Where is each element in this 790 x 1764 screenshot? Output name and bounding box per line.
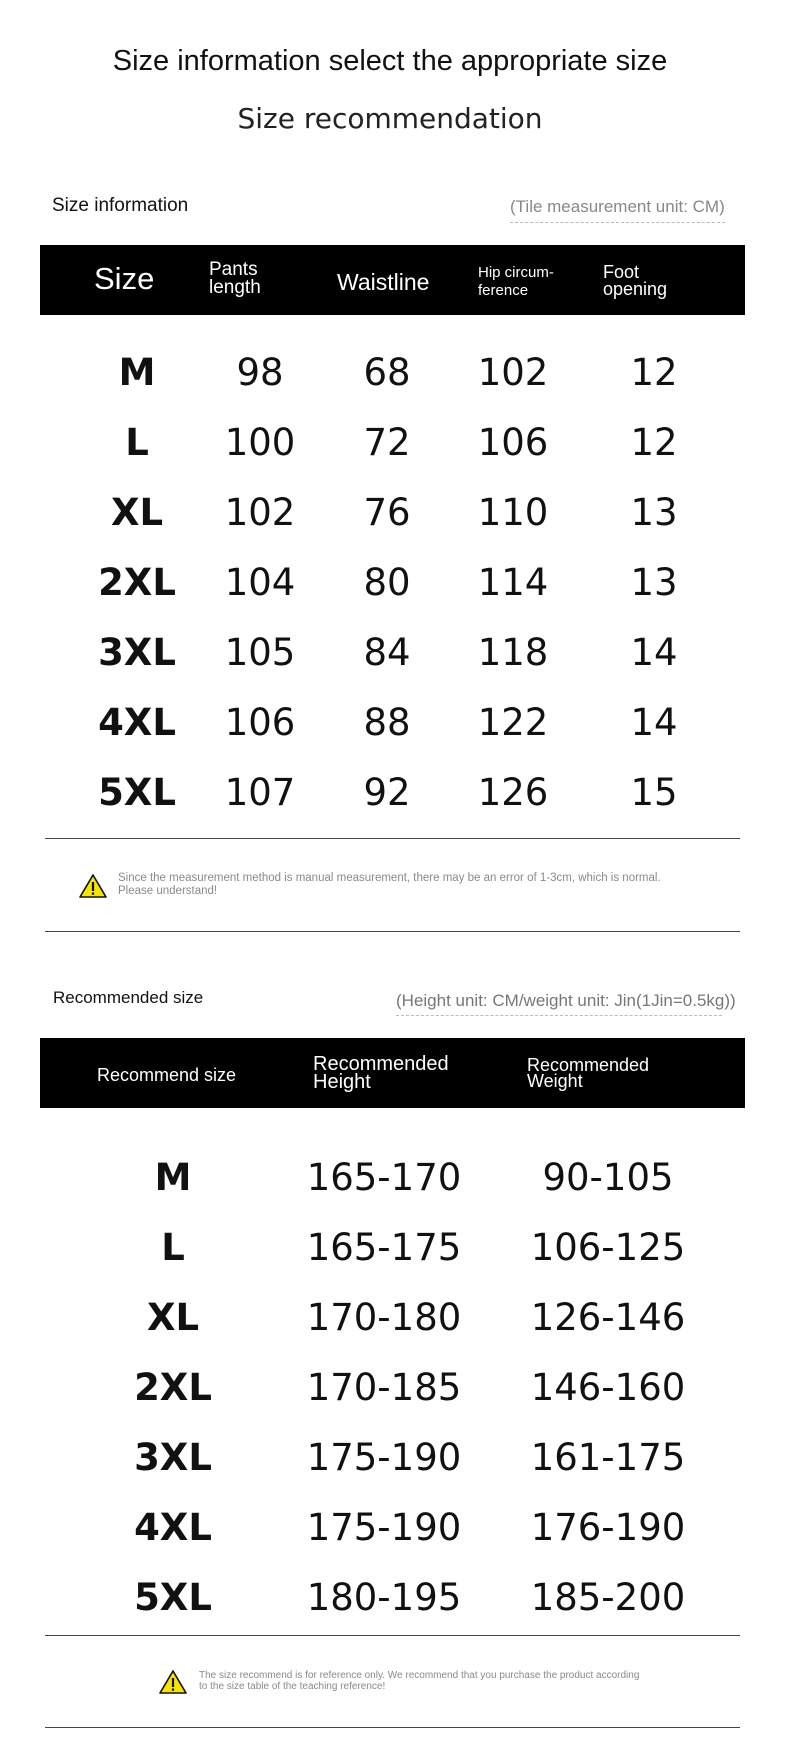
size-info-unit-note: (Tile measurement unit: CM) (510, 197, 725, 216)
hip-cell: 106 (477, 421, 549, 464)
table-row (40, 408, 745, 478)
pants-length-cell: 105 (224, 631, 296, 674)
size-cell: 2XL (98, 561, 176, 604)
waistline-cell: 88 (363, 701, 411, 744)
size-info-label: Size information (52, 195, 189, 216)
table-row (40, 338, 745, 408)
size-cell: XL (110, 491, 164, 534)
size-cell: M (118, 351, 156, 394)
page-subtitle: Size recommendation (237, 102, 543, 135)
weight-range-cell: 161-175 (530, 1436, 686, 1479)
recommended-unit-note: (Height unit: CM/weight unit: Jin(1Jin=0.5kg)) (396, 991, 736, 1010)
col-pants-length: Pants length (209, 259, 261, 298)
foot-opening-cell: 14 (630, 631, 678, 674)
foot-opening-cell: 14 (630, 701, 678, 744)
warning-triangle-icon (159, 1669, 187, 1695)
foot-opening-cell: 13 (630, 561, 678, 604)
col-waistline: Waistline (337, 269, 430, 295)
recommended-header (40, 1038, 745, 1108)
pants-length-cell: 98 (236, 351, 284, 394)
size-cell: 5XL (134, 1576, 212, 1619)
divider (45, 838, 740, 839)
size-cell: 3XL (134, 1436, 212, 1479)
recommended-label: Recommended size (53, 988, 204, 1007)
foot-opening-cell: 12 (630, 421, 678, 464)
weight-range-cell: 185-200 (530, 1576, 686, 1619)
weight-range-cell: 126-146 (530, 1296, 686, 1339)
hip-cell: 114 (477, 561, 549, 604)
height-range-cell: 165-170 (306, 1156, 462, 1199)
recommendation-notice: The size recommend is for reference only. We recommend that you purchase the product according to the size table of the teaching reference! (199, 1670, 640, 1692)
size-cell: XL (146, 1296, 200, 1339)
waistline-cell: 92 (363, 771, 411, 814)
size-cell: L (161, 1226, 185, 1269)
col-recommended-weight: Recommended Weight (527, 1055, 650, 1091)
hip-cell: 102 (477, 351, 549, 394)
col-size: Size (94, 261, 155, 296)
size-cell: L (125, 421, 149, 464)
table-row (40, 1423, 745, 1493)
table-row (40, 758, 745, 828)
waistline-cell: 76 (363, 491, 411, 534)
size-info-unit-underline (510, 222, 725, 223)
waistline-cell: 68 (363, 351, 411, 394)
weight-range-cell: 90-105 (542, 1156, 674, 1199)
waistline-cell: 72 (363, 421, 411, 464)
page-title: Size information select the appropriate size (112, 45, 668, 77)
table-row (40, 478, 745, 548)
hip-cell: 126 (477, 771, 549, 814)
height-range-cell: 170-185 (306, 1366, 462, 1409)
col-foot-opening: Foot opening (603, 262, 668, 299)
hip-cell: 118 (477, 631, 549, 674)
table-row (40, 1213, 745, 1283)
divider (45, 1727, 740, 1728)
hip-cell: 110 (477, 491, 549, 534)
pants-length-cell: 104 (224, 561, 296, 604)
size-cell: 3XL (98, 631, 176, 674)
recommended-unit-underline (396, 1015, 722, 1016)
foot-opening-cell: 13 (630, 491, 678, 534)
table-row (40, 1353, 745, 1423)
divider (45, 1635, 740, 1636)
height-range-cell: 180-195 (306, 1576, 462, 1619)
col-recommended-height: Recommended Height (313, 1053, 449, 1093)
height-range-cell: 175-190 (306, 1436, 462, 1479)
pants-length-cell: 102 (224, 491, 296, 534)
table-row (40, 1563, 745, 1633)
table-row (40, 1283, 745, 1353)
height-range-cell: 175-190 (306, 1506, 462, 1549)
height-range-cell: 165-175 (306, 1226, 462, 1269)
size-info-header (40, 245, 745, 315)
size-cell: M (154, 1156, 192, 1199)
foot-opening-cell: 12 (630, 351, 678, 394)
table-row (40, 688, 745, 758)
col-hip-circumference: Hip circum- ference (478, 264, 554, 299)
warning-triangle-icon (79, 873, 107, 899)
size-cell: 4XL (134, 1506, 212, 1549)
table-row (40, 618, 745, 688)
waistline-cell: 84 (363, 631, 411, 674)
size-cell: 5XL (98, 771, 176, 814)
weight-range-cell: 106-125 (530, 1226, 686, 1269)
table-row (40, 1493, 745, 1563)
height-range-cell: 170-180 (306, 1296, 462, 1339)
pants-length-cell: 100 (224, 421, 296, 464)
pants-length-cell: 106 (224, 701, 296, 744)
table-row (40, 548, 745, 618)
weight-range-cell: 146-160 (530, 1366, 686, 1409)
size-cell: 4XL (98, 701, 176, 744)
pants-length-cell: 107 (224, 771, 296, 814)
waistline-cell: 80 (363, 561, 411, 604)
size-cell: 2XL (134, 1366, 212, 1409)
hip-cell: 122 (477, 701, 549, 744)
foot-opening-cell: 15 (630, 771, 678, 814)
measurement-notice: Since the measurement method is manual measurement, there may be an error of 1-3cm, which is normal. Please understand! (118, 872, 661, 897)
divider (45, 931, 740, 932)
weight-range-cell: 176-190 (530, 1506, 686, 1549)
col-recommend-size: Recommend size (97, 1065, 237, 1085)
table-row (40, 1143, 745, 1213)
